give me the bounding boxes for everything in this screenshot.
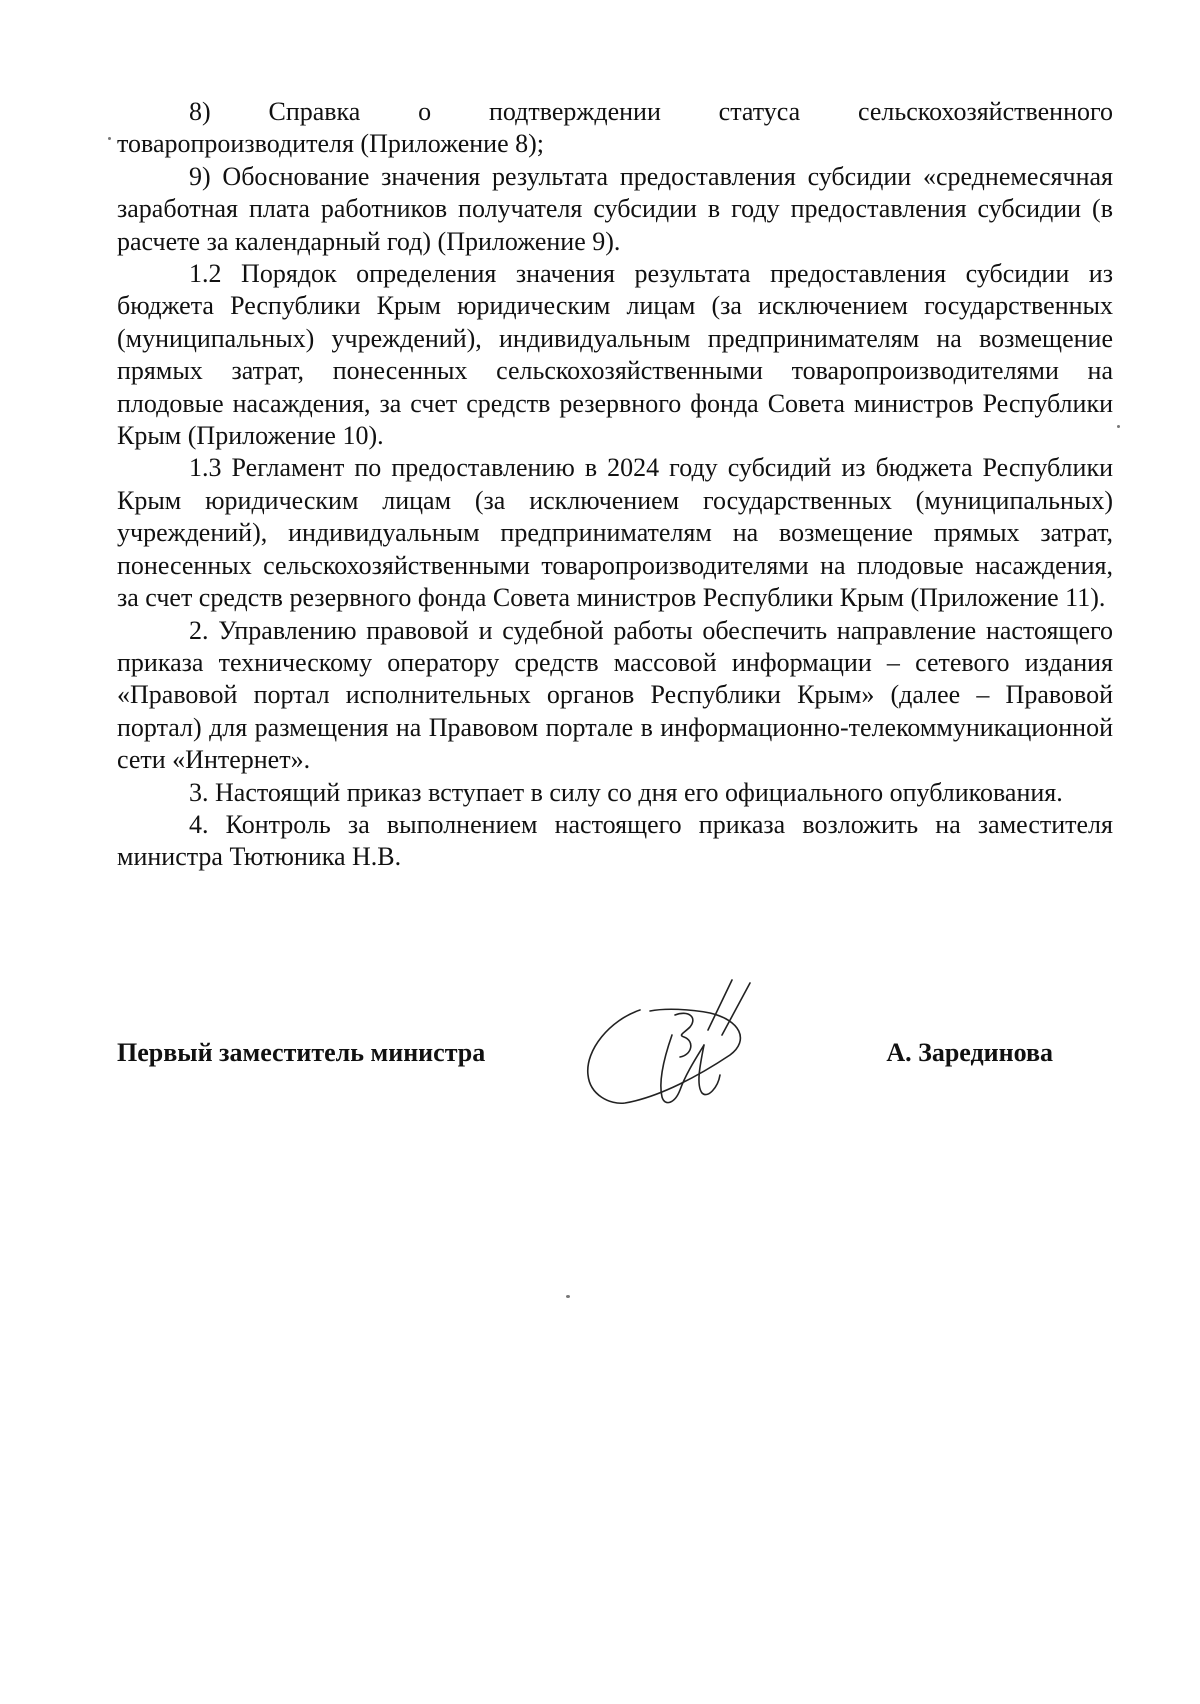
signatory-title: Первый заместитель министра <box>117 1038 486 1067</box>
document-body <box>117 96 1113 874</box>
paragraph-item-9: 9) Обоснование значения результата предоставления субсидии «среднемесячная заработная плата работников получателя субсидии в году предоставления субсидии (в расчете за календарный год) (Приложение 9). <box>117 161 1113 256</box>
paragraph-1-2: 1.2 Порядок определения значения результата предоставления субсидии из бюджета Республики Крым юридическим лицам (за исключением государственных (муниципальных) учреждений), индивидуальным предпринимателям на возмещение прямых затрат, понесенных сельскохозяйственными товаропроизводителями на плодовые насаждения, за счет средств резервного фонда Совета министров Республики Крым (Приложение 10). <box>117 259 1113 451</box>
paragraph-item-8: 8) Справка о подтверждении статуса сельскохозяйственного товаропроизводителя (Приложение 8); <box>117 97 1113 159</box>
scan-speck <box>566 1295 570 1298</box>
paragraph-2: 2. Управлению правовой и судебной работы обеспечить направление настоящего приказа техническому оператору средств массовой информации – сетевого издания «Правовой портал исполнительных органов Республики Крым» (далее – Правовой портал) для размещения на Правовом портале в информационно-телекоммуникационной сети «Интернет». <box>117 615 1113 775</box>
paragraph-3: 3. Настоящий приказ вступает в силу со дня его официального опубликования. <box>189 777 1063 807</box>
signatory-name: А. Зарединова <box>886 1038 1053 1067</box>
paragraph-4: 4. Контроль за выполнением настоящего приказа возложить на заместителя министра Тютюника Н.В. <box>117 809 1113 872</box>
handwritten-signature-icon <box>580 975 760 1125</box>
scan-speck <box>108 137 111 140</box>
scan-speck <box>1117 425 1120 428</box>
paragraph-1-3: 1.3 Регламент по предоставлению в 2024 году субсидий из бюджета Республики Крым юридическим лицам (за исключением государственных (муниципальных) учреждений), индивидуальным предпринимателям на возмещение прямых затрат, понесенных сельскохозяйственными товаропроизводителями на плодовые насаждения, за счет средств резервного фонда Совета министров Республики Крым (Приложение 11). <box>117 453 1113 613</box>
